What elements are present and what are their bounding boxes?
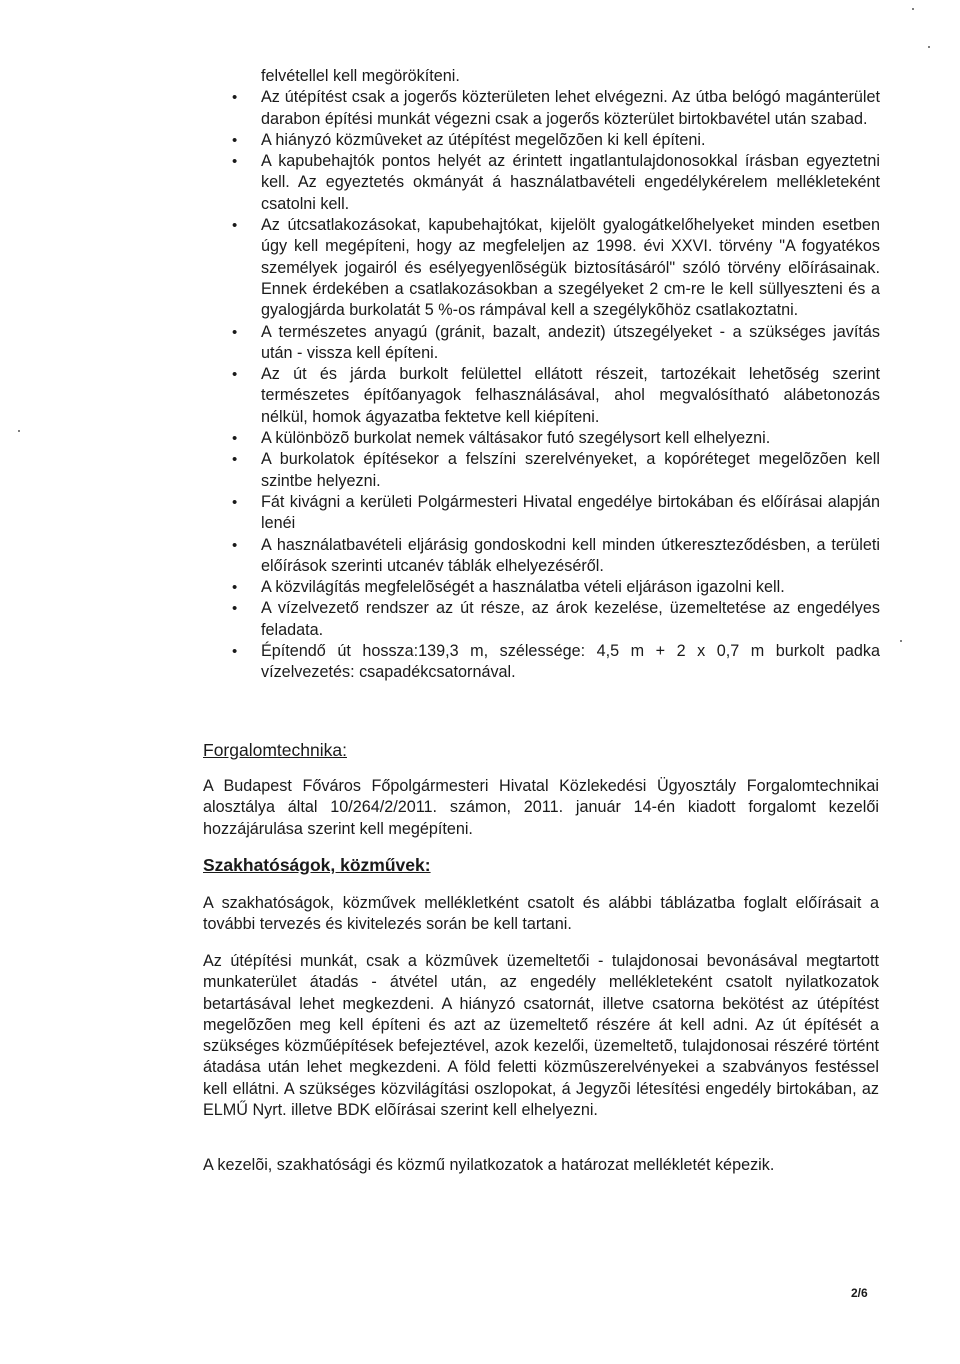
list-item: • A kapubehajtók pontos helyét az érintett ingatlantulajdonosokkal írásban egyeztetni kell. Az egyeztetés okmányát á használatbavételi engedélykérelem mellékleteként csatolni kell. [232, 151, 880, 215]
list-item: • A természetes anyagú (gránit, bazalt, andezit) útszegélyeket - a szükséges javítás után - vissza kell építeni. [232, 322, 880, 365]
list-item: • A közvilágítás megfelelõségét a használatba vételi eljáráson igazolni kell. [232, 577, 880, 598]
list-item: • Fát kivágni a kerületi Polgármesteri Hivatal engedélye birtokában és előírásai alapján lenéi [232, 492, 880, 535]
list-item: • A hiányzó közmûveket az útépítést megelõzõen ki kell építeni. [232, 130, 880, 151]
list-item: • A különbözõ burkolat nemek váltásakor futó szegélysort kell elhelyezni. [232, 428, 880, 449]
page-number: 2/6 [851, 1286, 868, 1300]
list-item: • Az út és járda burkolt felülettel ellátott részeit, tartozékait lehetõség szerint természetes építőanyagok felhasználásával, ahol megvalósítható alábetonozás nélkül, homok ágyazatba fektetve kell kiépíteni. [232, 364, 880, 428]
list-item: • A használatbavételi eljárásig gondoskodni kell minden útkereszteződésben, a területi előírások szerinti utcanév táblák elhelyezéséről. [232, 535, 880, 578]
szakhatosagok-paragraph-1: A szakhatóságok, közművek mellékletként csatolt és alábbi táblázatba foglalt előírásait a további tervezés és kivitelezés során be kell tartani. [203, 894, 879, 934]
section-heading-szakhatosagok: Szakhatóságok, közművek: [203, 855, 431, 875]
scan-speck [18, 430, 20, 432]
forgalomtechnika-paragraph: A Budapest Főváros Főpolgármesteri Hivatal Közlekedési Ügyosztály Forgalomtechnikai alosztálya által 10/264/2/2011. számon, 2011. január 14-én kiadott forgalomt kezelői hozzájárulása szerint kell megépíteni. [203, 777, 879, 838]
list-item: felvétellel kell megörökíteni. [261, 67, 460, 85]
szakhatosagok-paragraph-2: Az útépítési munkát, csak a közmûvek üzemeltetői - tulajdonosai bevonásával megtartott munkaterület átadás - átvétel után, az engedély mellékleteként csatolt nyilatkozatok betartásával lehet megkezdeni. A hiányzó csatornát, illetve csatorna bekötést az útépítést megelõzõen meg kell építeni és azt az üzemeltető részére át kell adni. Az út építését a szükséges közműépítések befejeztével, azok kezelői, üzemeltetõ, tulajdonosai részéré történt átadása után lehet megkezdeni. A föld feletti közmûszerelvényekei a szabványos festéssel kell ellátni. A szükséges közvilágítási oszlopokat, á Jegyzõi létesítési engedély birtokában, az ELMŰ Nyrt. illetve BDK elõírásai szerint kell elhelyezni. [203, 952, 879, 1120]
list-item: • Az útcsatlakozásokat, kapubehajtókat, kijelölt gyalogátkelőhelyeket minden esetben úgy kell megépíteni, hogy az megfeleljen az 1998. évi XXVI. törvény "A fogyatékos személyek jogairól és esélyegyenlõségük biztosításáról" szóló törvény elõírásainak. Ennek érdekében a csatlakozásokban a szegélyeket 2 cm-re le kell süllyeszteni és a gyalogjárda burkolatát 5 %-os rámpával kell a szegélykõhöz csatlakoztatni. [232, 215, 880, 321]
szakhatosagok-paragraph-3: A kezelõi, szakhatósági és közmű nyilatkozatok a határozat mellékletét képezik. [203, 1156, 775, 1174]
scan-speck [928, 46, 930, 48]
list-item: • A vízelvezető rendszer az út része, az árok kezelése, üzemeltetése az engedélyes feladata. [232, 598, 880, 641]
section-heading-forgalomtechnika: Forgalomtechnika: [203, 740, 347, 760]
list-item: • Az útépítést csak a jogerős közterületen lehet elvégezni. Az útba belógó magánterület darabon építési munkát végezni csak a jogerős közterület birtokbavétel után szabad. [232, 87, 880, 130]
requirements-list [232, 66, 880, 684]
list-item: • A burkolatok építésekor a felszíni szerelvényeket, a kopóréteget megelõzõen kell szintbe helyezni. [232, 449, 880, 492]
list-item: • Építendő út hossza:139,3 m, szélessége: 4,5 m + 2 x 0,7 m burkolt padka vízelvezetés: csapadékcsatornával. [232, 641, 880, 684]
scan-speck [912, 8, 914, 10]
scan-speck [900, 640, 902, 642]
